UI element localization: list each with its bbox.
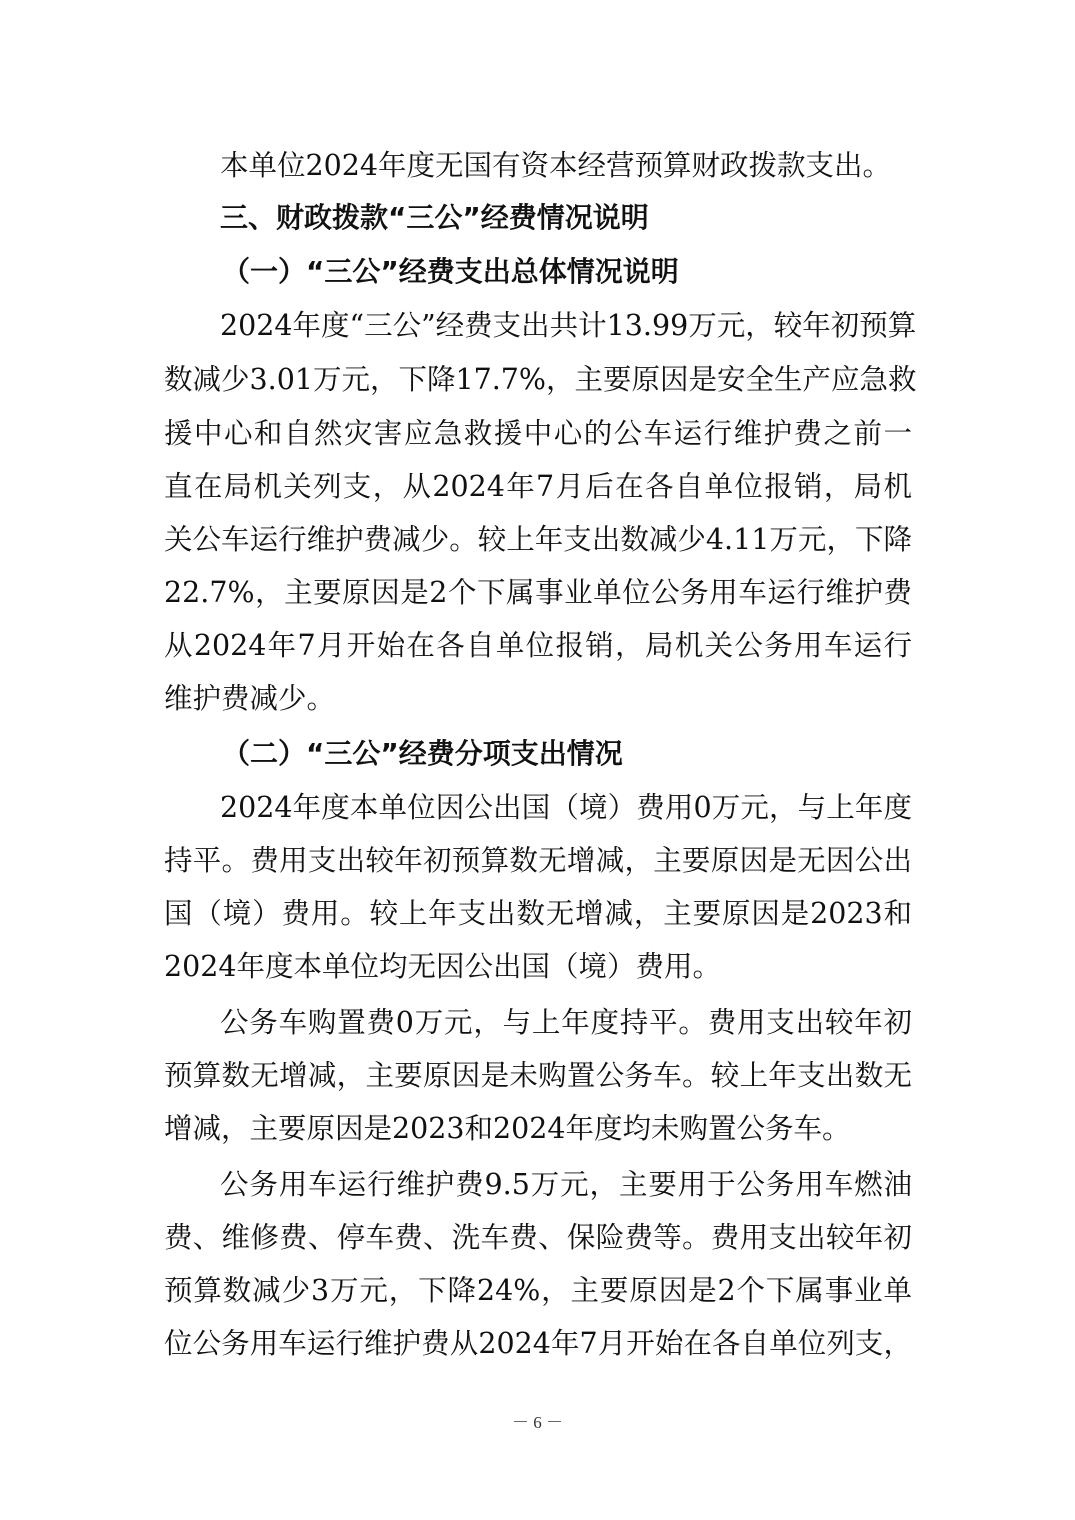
subsection-heading: （二）“三公”经费分项支出情况 [222, 737, 623, 770]
paragraph-line: 国（境）费用。较上年支出数无增减，主要原因是2023和 [164, 897, 912, 930]
paragraph-line: 2024年度本单位因公出国（境）费用0万元，与上年度 [220, 791, 912, 824]
paragraph-line: 直在局机关列支，从2024年7月后在各自单位报销，局机 [164, 470, 912, 503]
paragraph-line: 数减少3.01万元，下降17.7%，主要原因是安全生产应急救 [164, 363, 917, 396]
paragraph-line: 关公车运行维护费减少。较上年支出数减少4.11万元，下降 [164, 523, 912, 556]
paragraph-line: 位公务用车运行维护费从2024年7月开始在各自单位列支， [164, 1327, 912, 1360]
paragraph-line: 本单位2024年度无国有资本经营预算财政拨款支出。 [220, 149, 892, 182]
subsection-heading: （一）“三公”经费支出总体情况说明 [222, 255, 679, 288]
section-heading: 三、财政拨款“三公”经费情况说明 [220, 201, 649, 234]
paragraph-line: 公务用车运行维护费9.5万元，主要用于公务用车燃油 [220, 1168, 912, 1201]
paragraph-line: 增减，主要原因是2023和2024年度均未购置公务车。 [164, 1112, 851, 1145]
paragraph-line: 预算数减少3万元，下降24%，主要原因是2个下属事业单 [164, 1274, 912, 1307]
paragraph-line: 公务车购置费0万元，与上年度持平。费用支出较年初 [220, 1006, 912, 1039]
paragraph-line: 维护费减少。 [164, 682, 336, 715]
paragraph-line: 援中心和自然灾害应急救援中心的公车运行维护费之前一 [164, 417, 912, 450]
paragraph-line: 22.7%，主要原因是2个下属事业单位公务用车运行维护费 [164, 576, 912, 609]
page-number: － 6 － [512, 1413, 563, 1432]
paragraph-line: 2024年度本单位均无因公出国（境）费用。 [164, 950, 722, 983]
paragraph-line: 费、维修费、停车费、洗车费、保险费等。费用支出较年初 [164, 1221, 912, 1254]
paragraph-line: 2024年度“三公”经费支出共计13.99万元，较年初预算 [220, 309, 917, 342]
paragraph-line: 从2024年7月开始在各自单位报销，局机关公务用车运行 [164, 629, 912, 662]
paragraph-line: 持平。费用支出较年初预算数无增减，主要原因是无因公出 [164, 844, 912, 877]
paragraph-line: 预算数无增减，主要原因是未购置公务车。较上年支出数无 [164, 1059, 912, 1092]
